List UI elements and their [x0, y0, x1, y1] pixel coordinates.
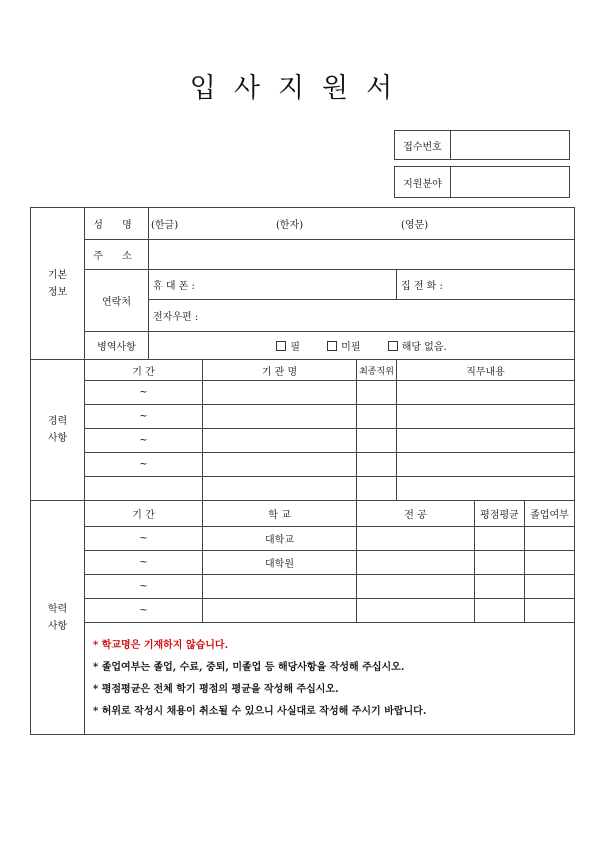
education-major-cell[interactable] — [357, 527, 475, 551]
career-duty-cell[interactable] — [397, 381, 575, 405]
mobile-label: 휴 대 폰 : — [153, 281, 195, 292]
education-major-cell[interactable] — [357, 575, 475, 599]
education-major-cell[interactable] — [357, 551, 475, 575]
email-field[interactable] — [149, 300, 575, 332]
receipt-number-label: 접수번호 — [395, 131, 451, 160]
education-school-cell[interactable] — [203, 575, 357, 599]
name-english-label: (영문) — [401, 220, 429, 231]
address-label: 주 소 — [85, 240, 149, 270]
application-field-label: 지원분야 — [395, 167, 451, 198]
career-org-cell[interactable] — [203, 405, 357, 429]
career-duty-cell[interactable] — [397, 453, 575, 477]
education-school-cell[interactable] — [203, 599, 357, 623]
name-korean-label: (한글) — [151, 220, 179, 231]
military-option-na[interactable]: 해당 없음. — [388, 342, 447, 353]
name-hanja-label: (한자) — [276, 220, 304, 231]
military-options — [149, 332, 575, 360]
education-header-school: 학 교 — [203, 501, 357, 527]
note-graduation-status: * 졸업여부는 졸업, 수료, 중퇴, 미졸업 등 해당사항을 작성해 주십시오. — [93, 662, 405, 673]
receipt-number-table — [394, 130, 570, 160]
table-row — [31, 381, 575, 405]
education-graduation-cell[interactable] — [525, 551, 575, 575]
education-section-label — [31, 501, 85, 735]
career-period-cell[interactable]: ~ — [85, 405, 203, 429]
email-label: 전자우편 : — [153, 312, 199, 323]
page-title: 입사지원서 — [189, 73, 411, 104]
address-field[interactable] — [149, 240, 575, 270]
career-org-cell[interactable] — [203, 477, 357, 501]
education-notes — [85, 623, 575, 735]
career-position-cell[interactable] — [357, 429, 397, 453]
education-gpa-cell[interactable] — [475, 599, 525, 623]
note-gpa: * 평점평균은 전체 학기 평점의 평균을 작성해 주십시오. — [93, 684, 339, 695]
career-duty-cell[interactable] — [397, 429, 575, 453]
application-field-table — [394, 166, 570, 198]
career-header-duty: 직무내용 — [397, 360, 575, 381]
career-header-organization: 기 관 명 — [203, 360, 357, 381]
military-option-served[interactable]: 필 — [276, 342, 300, 353]
mobile-field[interactable] — [149, 270, 397, 300]
education-header-gpa: 평점평균 — [475, 501, 525, 527]
education-period-cell[interactable]: ~ — [85, 551, 203, 575]
name-label: 성 명 — [85, 208, 149, 240]
career-period-cell[interactable] — [85, 477, 203, 501]
checkbox-icon — [388, 341, 398, 351]
career-org-cell[interactable] — [203, 429, 357, 453]
name-field[interactable] — [149, 208, 575, 240]
education-graduation-cell[interactable] — [525, 599, 575, 623]
table-row — [31, 405, 575, 429]
education-gpa-cell[interactable] — [475, 551, 525, 575]
education-school-cell[interactable]: 대학원 — [203, 551, 357, 575]
career-org-cell[interactable] — [203, 381, 357, 405]
career-org-cell[interactable] — [203, 453, 357, 477]
career-position-cell[interactable] — [357, 477, 397, 501]
table-row — [31, 477, 575, 501]
career-period-cell[interactable]: ~ — [85, 429, 203, 453]
education-period-cell[interactable]: ~ — [85, 527, 203, 551]
education-school-cell[interactable]: 대학교 — [203, 527, 357, 551]
education-major-cell[interactable] — [357, 599, 475, 623]
contact-label: 연락처 — [85, 270, 149, 332]
table-row — [31, 551, 575, 575]
career-position-cell[interactable] — [357, 405, 397, 429]
career-label: 경력 사항 — [47, 416, 68, 444]
military-label: 병역사항 — [85, 332, 149, 360]
education-header-major: 전 공 — [357, 501, 475, 527]
table-row — [31, 527, 575, 551]
education-graduation-cell[interactable] — [525, 575, 575, 599]
table-row — [31, 575, 575, 599]
table-row — [31, 429, 575, 453]
education-period-cell[interactable]: ~ — [85, 599, 203, 623]
basic-info-label: 기본 정보 — [47, 269, 68, 298]
receipt-number-field[interactable] — [451, 131, 570, 160]
checkbox-icon — [276, 341, 286, 351]
career-period-cell[interactable]: ~ — [85, 381, 203, 405]
career-duty-cell[interactable] — [397, 405, 575, 429]
career-section-label — [31, 360, 85, 501]
table-row — [31, 599, 575, 623]
checkbox-icon — [327, 341, 337, 351]
education-label: 학력 사항 — [47, 603, 68, 632]
note-false-statement: * 허위로 작성시 채용이 취소될 수 있으니 사실대로 작성해 주시기 바랍니다. — [93, 706, 427, 717]
home-phone-field[interactable] — [397, 270, 575, 300]
education-gpa-cell[interactable] — [475, 527, 525, 551]
education-gpa-cell[interactable] — [475, 575, 525, 599]
application-field-input[interactable] — [451, 167, 570, 198]
career-duty-cell[interactable] — [397, 477, 575, 501]
career-position-cell[interactable] — [357, 381, 397, 405]
career-header-position: 최종직위 — [357, 360, 397, 381]
basic-info-section-label — [31, 208, 85, 360]
career-header-period: 기 간 — [85, 360, 203, 381]
education-graduation-cell[interactable] — [525, 527, 575, 551]
table-row — [31, 453, 575, 477]
education-period-cell[interactable]: ~ — [85, 575, 203, 599]
career-period-cell[interactable]: ~ — [85, 453, 203, 477]
application-form-table — [30, 207, 575, 735]
note-school-name: * 학교명은 기재하지 않습니다. — [93, 640, 229, 651]
education-header-graduation: 졸업여부 — [525, 501, 575, 527]
career-position-cell[interactable] — [357, 453, 397, 477]
military-option-not-served[interactable]: 미필 — [327, 342, 360, 353]
home-phone-label: 집 전 화 : — [401, 281, 443, 292]
education-header-period: 기 간 — [85, 501, 203, 527]
